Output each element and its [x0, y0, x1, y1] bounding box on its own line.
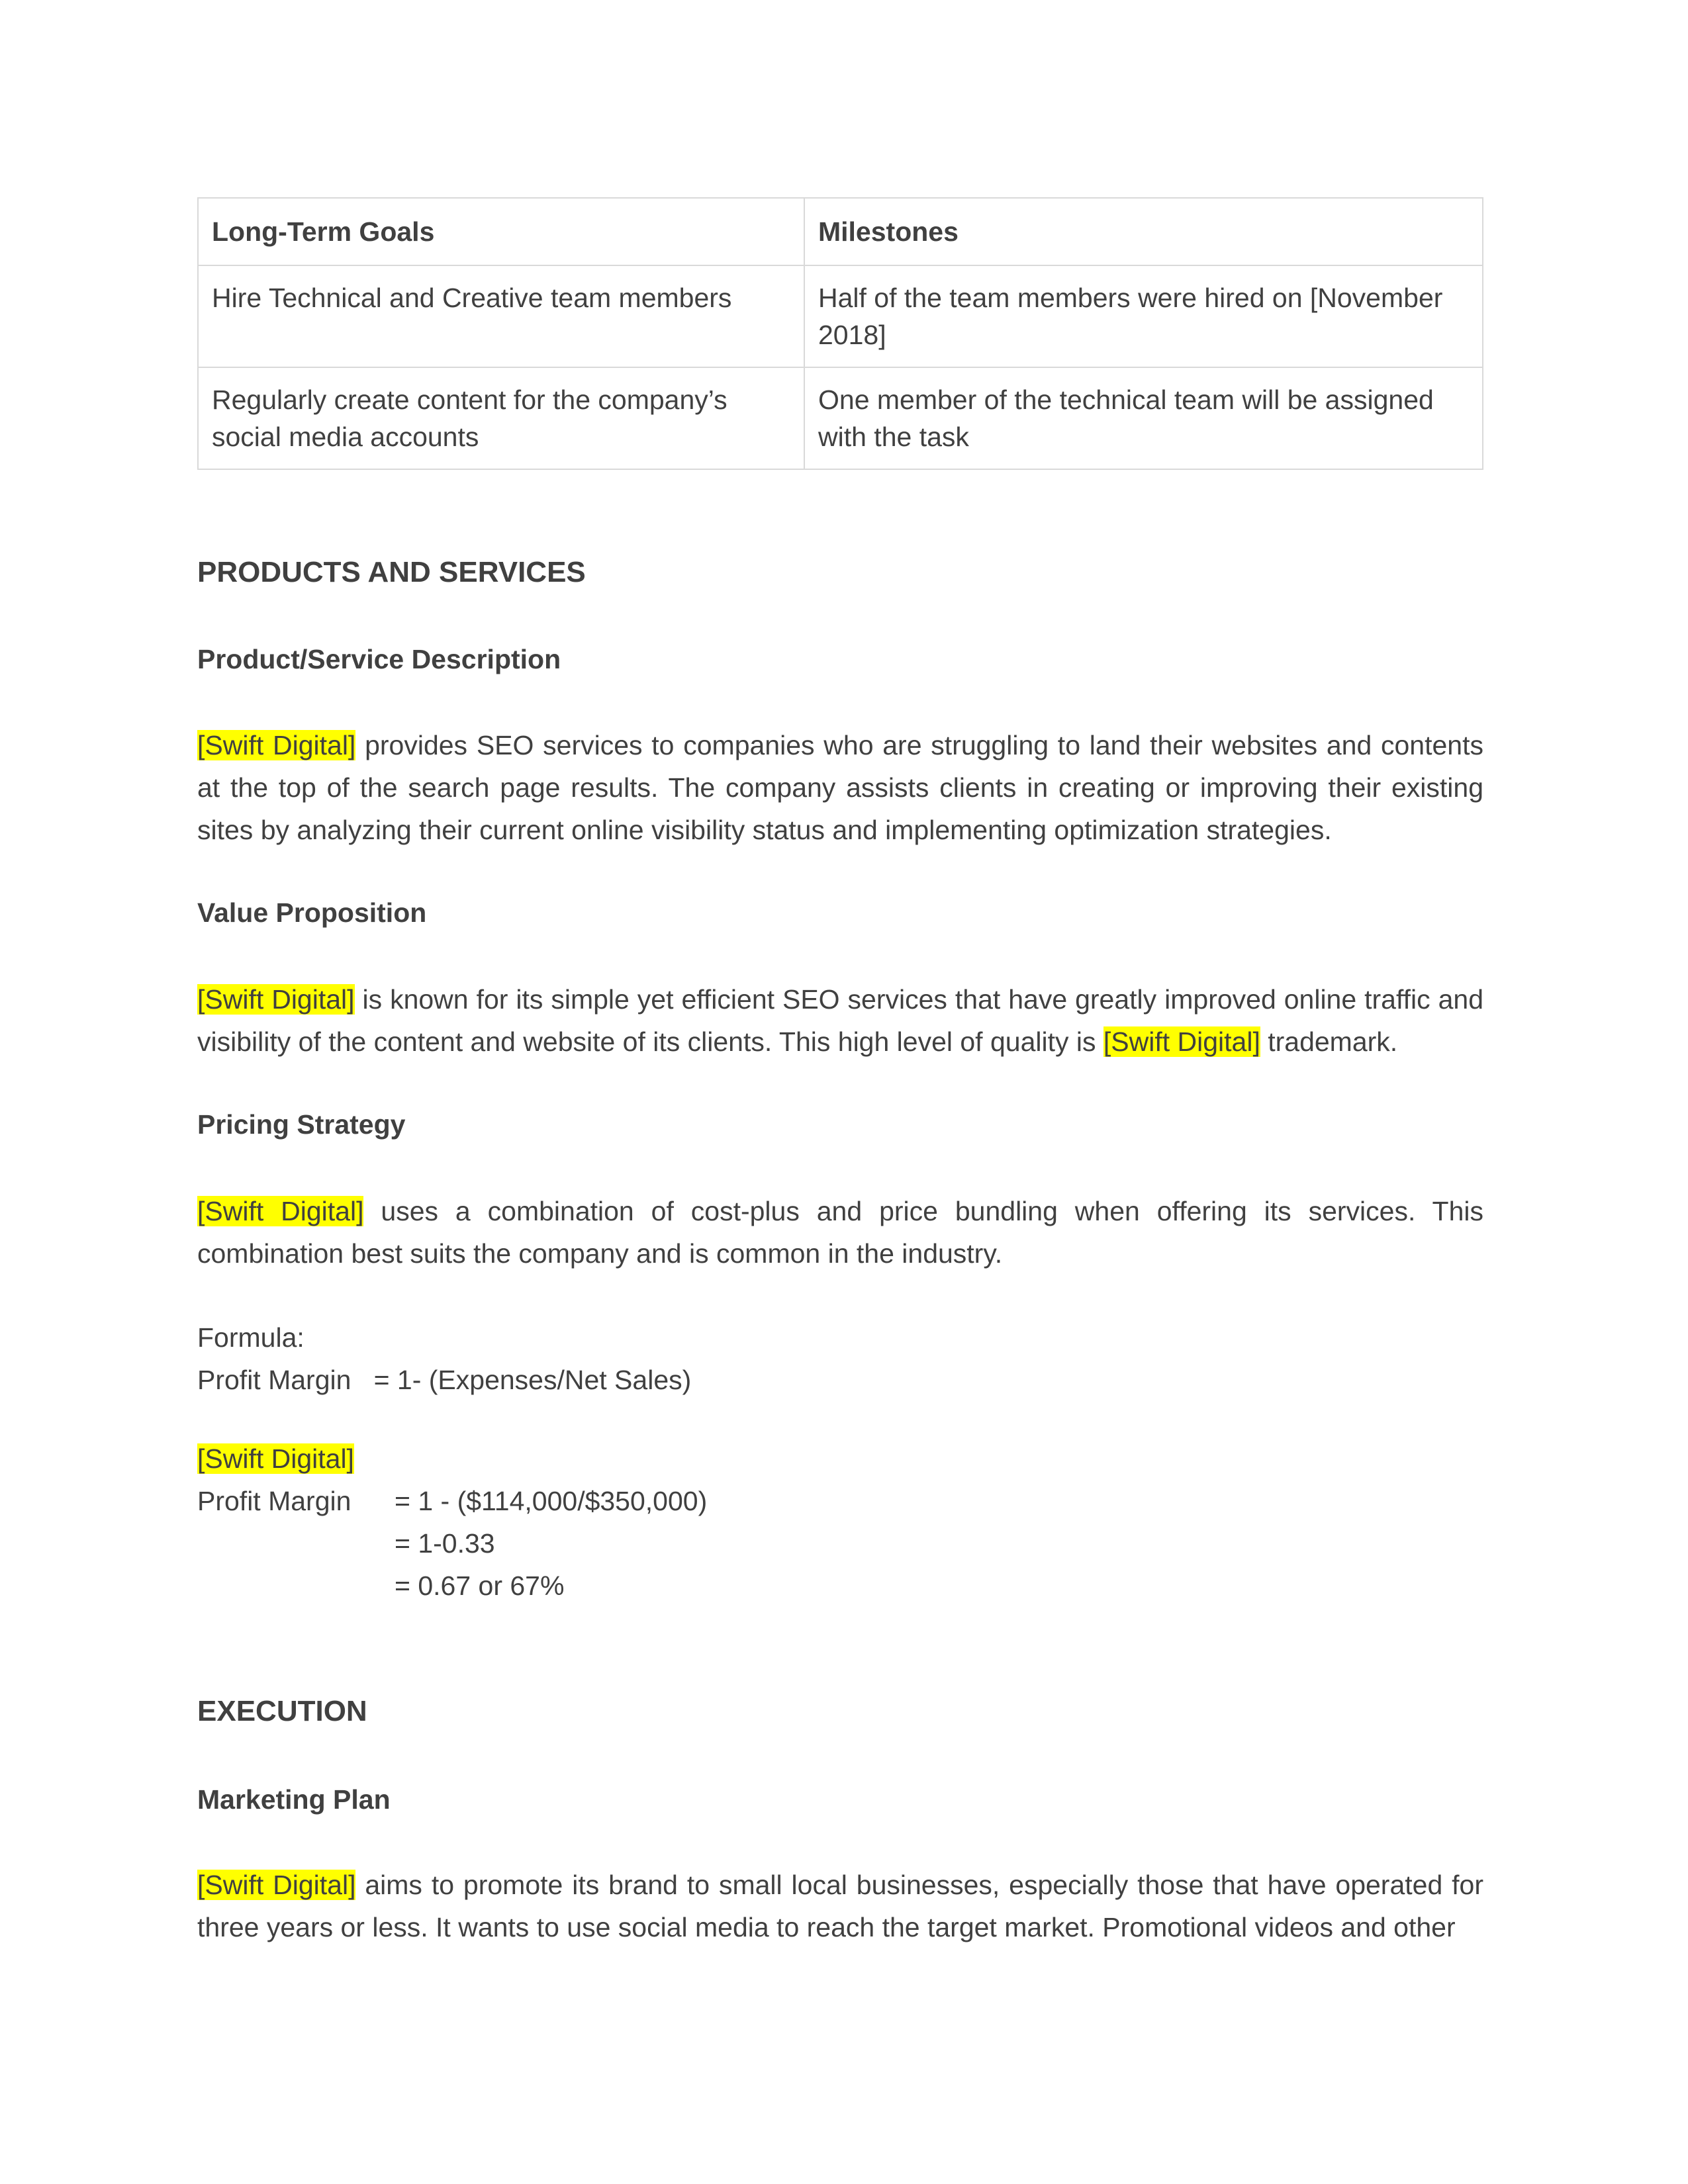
- value-proposition-heading: Value Proposition: [197, 897, 427, 928]
- product-description-paragraph: [197, 724, 1483, 851]
- calc-line: = 0.67 or 67%: [395, 1570, 565, 1601]
- company-name-highlight: [Swift Digital]: [197, 1870, 356, 1900]
- table-cell: Hire Technical and Creative team members: [198, 265, 804, 367]
- goals-milestones-table: [197, 197, 1483, 470]
- paragraph-text: is known for its simple yet efficient SEO services that have greatly improved online traffic and visibility of the content and website of its clients. This high level of quality is: [197, 984, 1483, 1057]
- value-proposition-paragraph: [197, 978, 1483, 1063]
- table-header-row: [198, 198, 1483, 265]
- pricing-strategy-paragraph: [197, 1190, 1483, 1275]
- company-name-highlight: [Swift Digital]: [197, 730, 356, 760]
- formula-label: Formula:: [197, 1322, 305, 1353]
- company-name-highlight: [Swift Digital]: [197, 1196, 364, 1226]
- calc-line: = 1 - ($114,000/$350,000): [395, 1486, 708, 1516]
- header-milestones: Milestones: [804, 198, 1483, 265]
- paragraph-text: provides SEO services to companies who are struggling to land their websites and contents at the top of the search page results. The company assists clients in creating or improving their existing sites by analyzing their current online visibility status and implementing optimization strategies.: [197, 730, 1483, 845]
- calc-label: Profit Margin: [197, 1486, 352, 1516]
- products-services-heading: PRODUCTS AND SERVICES: [197, 556, 586, 588]
- calc-company-name: [197, 1437, 354, 1480]
- table-cell: Half of the team members were hired on [November 2018]: [804, 265, 1483, 367]
- header-long-term-goals: Long-Term Goals: [198, 198, 804, 265]
- company-name-highlight: [Swift Digital]: [197, 984, 355, 1015]
- product-description-heading: Product/Service Description: [197, 644, 561, 674]
- table-row: [198, 367, 1483, 469]
- pricing-strategy-heading: Pricing Strategy: [197, 1109, 406, 1140]
- paragraph-text: uses a combination of cost-plus and price bundling when offering its services. This combination best suits the company and is common in the industry.: [197, 1196, 1483, 1269]
- document-page: [197, 197, 1483, 1942]
- paragraph-text: aims to promote its brand to small local businesses, especially those that have operated for three years or less. It wants to use social media to reach the target market. Promotional videos and other: [197, 1870, 1483, 1942]
- table-cell: One member of the technical team will be assigned with the task: [804, 367, 1483, 469]
- calc-line: = 1-0.33: [395, 1528, 495, 1559]
- table-row: [198, 265, 1483, 367]
- marketing-plan-heading: Marketing Plan: [197, 1784, 391, 1815]
- table-cell: Regularly create content for the company’s social media accounts: [198, 367, 804, 469]
- formula-line: Profit Margin = 1- (Expenses/Net Sales): [197, 1365, 692, 1395]
- marketing-plan-paragraph: [197, 1864, 1483, 1948]
- execution-heading: EXECUTION: [197, 1695, 367, 1727]
- paragraph-text: trademark.: [1260, 1026, 1398, 1057]
- company-name-highlight: [Swift Digital]: [1103, 1026, 1260, 1057]
- company-name-highlight: [Swift Digital]: [197, 1443, 354, 1474]
